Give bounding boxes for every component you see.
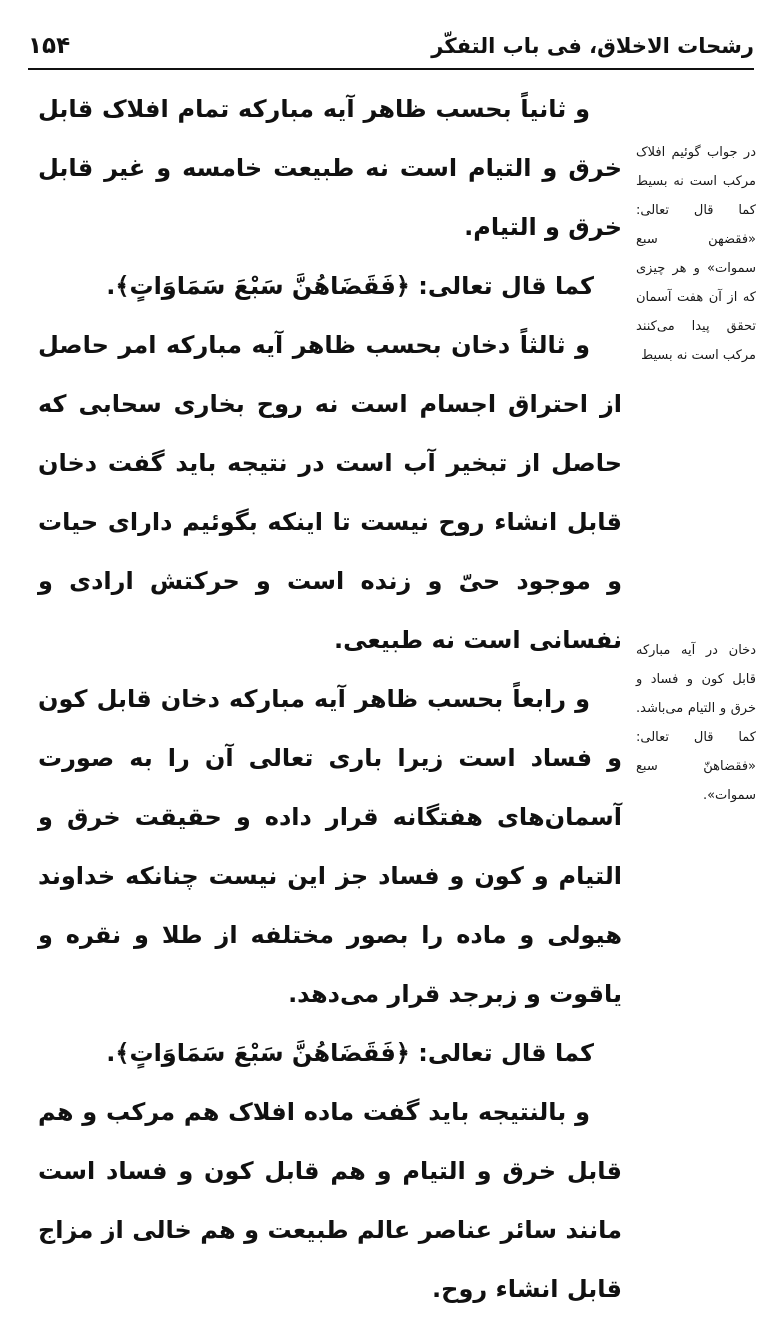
- margin-note: دخان در آیه مبارکه قابل کون و فساد و خرق و التیام می‌باشد. کما قال تعالی: «فقضاهنّ سبع سموات».: [636, 643, 756, 803]
- page-number: ۱۵۴: [28, 33, 71, 59]
- main-text: [38, 80, 622, 1319]
- running-title: رشحات الاخلاق، فی باب التفکّر: [431, 34, 754, 58]
- paragraph-fourthly: و رابعاً بحسب ظاهر آیه مبارکه دخان قابل کون و فساد است زیرا باری تعالی آن را به صورت آسمان‌های هفتگانه قرار داده و حقیقت خرق و التیام و کون و فساد جز این نیست چنانکه خداوند هیولی و ماده را بصور مختلفه از طلا و نقره و یاقوت و زبرجد قرار می‌دهد.: [38, 685, 622, 1008]
- paragraph-conclusion: و بالنتیجه باید گفت ماده افلاک هم مرکب و هم قابل خرق و التیام و هم قابل کون و فساد است مانند سائر عناصر عالم طبیعت و هم خالی از مزاج قابل انشاء روح.: [38, 1098, 622, 1303]
- paragraph-thirdly: و ثالثاً دخان بحسب ظاهر آیه مبارکه امر حاصل از احتراق اجسام است نه روح بخاری سحابی که حاصل از تبخیر آب است در نتیجه باید گفت دخان قابل انشاء روح نیست تا اینکه بگوئیم دارای حیات و موجود حیّ و زنده است و حرکتش ارادی و نفسانی است نه طبیعی.: [38, 331, 622, 654]
- header-rule: [28, 68, 754, 70]
- paragraph-secondly: و ثانیاً بحسب ظاهر آیه مبارکه تمام افلاک قابل خرق و التیام است نه طبیعت خامسه و غیر قابل خرق و التیام.: [38, 95, 622, 241]
- page-header: [28, 28, 754, 64]
- margin-note: در جواب گوئیم افلاک مرکب است نه بسیط کما قال تعالی: «فقضهن سبع سموات» و هر چیزی که از آن هفت آسمان تحقق پیدا می‌کنند مرکب است نه بسیط: [636, 145, 756, 363]
- quran-quote: کما قال تعالی: ﴿فَقَضَاهُنَّ سَبْعَ سَمَاوَاتٍ﴾.: [106, 1039, 594, 1067]
- quran-quote: کما قال تعالی: ﴿فَقَضَاهُنَّ سَبْعَ سَمَاوَاتٍ﴾.: [106, 272, 594, 300]
